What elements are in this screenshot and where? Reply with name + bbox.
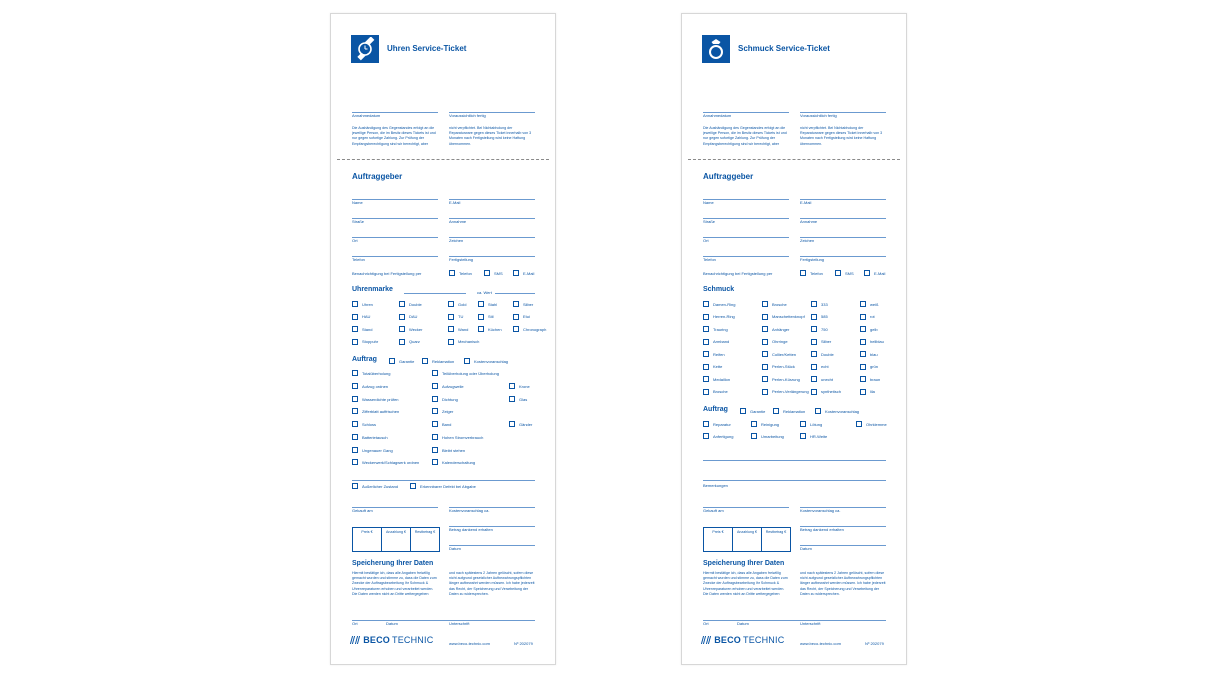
telefon-field[interactable]: Telefon <box>703 257 716 262</box>
auftrag-option-checkbox[interactable]: Zeiger <box>432 408 453 414</box>
option-checkbox[interactable]: synthetisch <box>811 389 841 395</box>
annahmedatum-label: Annahmedatum <box>352 113 381 118</box>
garantie-checkbox[interactable]: Garantie <box>389 358 414 364</box>
annahme-field[interactable]: Annahme <box>800 219 818 224</box>
option-checkbox[interactable]: Mechanisch <box>448 339 479 345</box>
ort-field[interactable]: Ort <box>703 238 709 243</box>
notify-telefon-checkbox[interactable]: Telefon <box>800 270 823 276</box>
daten-text-right: und nach spätestens 2 Jahren gelöscht, sofern diese nicht aufgrund gesetzlicher Aufbewahrungspflichten länger aufbewahrt werden müssen. Ich habe jederzeit das Recht, der Speicherung und Verarbeitung der Daten zu widersprechen. <box>800 571 886 596</box>
ticket-number: Nº 202079 <box>514 641 533 646</box>
strasse-field[interactable]: Straße <box>703 219 716 224</box>
tear-line <box>688 159 900 160</box>
anzahlung-cell[interactable]: Anzahlung € <box>733 528 762 551</box>
auftrag-option-checkbox[interactable]: Schloss <box>352 421 376 427</box>
option-checkbox[interactable]: Gold <box>448 301 466 307</box>
legal-text-right: nicht verpflichtet. Bei Nichtabholung der Reparaturware gegen dieses Ticket innerhalb von 3 Monaten nach Fertigstellung wird keine Haftung übernommen. <box>449 126 532 146</box>
auftrag-option-checkbox[interactable]: Bleibt stehen <box>432 447 465 453</box>
option-checkbox[interactable]: Brosche <box>703 389 728 395</box>
strasse-field[interactable]: Straße <box>352 219 365 224</box>
notify-email-checkbox[interactable]: E-Mail <box>513 270 534 276</box>
option-checkbox[interactable]: Reifen <box>703 351 725 357</box>
option-checkbox[interactable]: blau <box>860 351 878 357</box>
fertigstellung-field[interactable]: Fertigstellung <box>449 257 474 262</box>
option-checkbox[interactable]: Silber <box>811 339 831 345</box>
auftrag-option-checkbox[interactable]: Wasserdichte prüfen <box>352 396 399 402</box>
option-checkbox[interactable]: TU <box>448 314 463 320</box>
fertig-label: Voraussichtlich fertig <box>449 113 486 118</box>
option-checkbox[interactable]: lila <box>860 389 875 395</box>
auftrag-option-checkbox[interactable]: Zifferblatt auffrischen <box>352 408 399 414</box>
reklamation-checkbox[interactable]: Reklamation <box>773 408 805 414</box>
reklamation-checkbox[interactable]: Reklamation <box>422 358 454 364</box>
notify-email-checkbox[interactable]: E-Mail <box>864 270 885 276</box>
zeichen-field[interactable]: Zeichen <box>800 238 815 243</box>
annahmedatum-label: Annahmedatum <box>703 113 732 118</box>
option-checkbox[interactable]: Stil <box>478 314 494 320</box>
auftrag-heading: Auftrag <box>703 406 728 413</box>
ticket-title: Uhren Service-Ticket <box>387 44 467 53</box>
price-table <box>352 527 440 552</box>
telefon-field[interactable]: Telefon <box>352 257 365 262</box>
bemerkungen-label: Bemerkungen <box>703 483 728 488</box>
unterschrift-field[interactable]: Unterschrift <box>449 621 470 626</box>
option-checkbox[interactable]: braun <box>860 376 880 382</box>
unterschrift-field[interactable]: Unterschrift <box>800 621 821 626</box>
preis-cell[interactable]: Preis € <box>353 528 382 551</box>
ort-sign-field[interactable]: Ort <box>352 621 358 626</box>
option-checkbox[interactable]: Brosche <box>762 301 787 307</box>
notify-sms-checkbox[interactable]: SMS <box>484 270 503 276</box>
tear-line <box>337 159 549 160</box>
auftrag-option-checkbox[interactable]: Reparatur <box>703 421 731 427</box>
zeichen-field[interactable]: Zeichen <box>449 238 464 243</box>
kostenvoranschlag-checkbox[interactable]: Kostenvoranschlag <box>464 358 508 364</box>
option-checkbox[interactable]: Trauring <box>703 326 728 332</box>
ticket-title: Schmuck Service-Ticket <box>738 44 830 53</box>
garantie-checkbox[interactable]: Garantie <box>740 408 765 414</box>
option-checkbox[interactable]: Double <box>811 351 834 357</box>
option-checkbox[interactable]: Perlen-Kürzung <box>762 376 800 382</box>
option-checkbox[interactable]: Stoppuhr <box>352 339 378 345</box>
option-checkbox[interactable]: weiß <box>860 301 878 307</box>
datum-sign-field[interactable]: Datum <box>386 621 398 626</box>
option-checkbox[interactable]: gelb <box>860 326 878 332</box>
watch-icon <box>351 35 379 63</box>
option-checkbox[interactable]: Armband <box>703 339 729 345</box>
daten-text-right: und nach spätestens 2 Jahren gelöscht, sofern diese nicht aufgrund gesetzlicher Aufbewahrungspflichten länger aufbewahrt werden müssen. Ich habe jederzeit das Recht, der Speicherung und Verarbeitung der Daten zu widersprechen. <box>449 571 535 596</box>
name-field[interactable]: Name <box>352 200 363 205</box>
auftrag-option-checkbox[interactable]: Lötung <box>800 421 822 427</box>
option-checkbox[interactable]: 333 <box>811 301 828 307</box>
becotechnic-logo: BECO TECHNIC <box>702 635 784 645</box>
gekauft-field[interactable]: Gekauft am <box>703 508 724 513</box>
option-checkbox[interactable]: Chronograph <box>513 326 546 332</box>
daten-heading: Speicherung Ihrer Daten <box>352 560 434 567</box>
kosten-field[interactable]: Kostenvoranschlag ca. <box>800 508 841 513</box>
ort-sign-field[interactable]: Ort <box>703 621 709 626</box>
daten-text-left: Hiermit bestätige ich, dass alle Angaben freiwillig gemacht wurden und stimme zu, dass die Daten zum Zwecke der Auftragsbearbeitung Ihr Schmuck & Uhrenreparaturen erhoben und verarbeitet werden. Die Daten werden nicht an Dritte weitergegeben <box>352 571 437 596</box>
option-checkbox[interactable]: unecht <box>811 376 833 382</box>
option-checkbox[interactable]: Manschettenknopf <box>762 314 805 320</box>
gekauft-field[interactable]: Gekauft am <box>352 508 373 513</box>
legal-text-left: Die Aushändigung des Gegenstandes erfolgt an die jeweilige Person, die im Besitz dieses Tickets ist und nur gegen sofortige Zahlung. Zur Prüfung der Empfangsberechtigung sind wir berechtigt, aber <box>703 126 787 146</box>
daten-heading: Speicherung Ihrer Daten <box>703 560 785 567</box>
auftrag-option-checkbox[interactable]: Anfertigung <box>703 433 733 439</box>
option-checkbox[interactable]: echt <box>811 364 829 370</box>
option-checkbox[interactable]: Wecker <box>399 326 422 332</box>
option-checkbox[interactable]: Medaillon <box>703 376 730 382</box>
auftrag-option-checkbox[interactable]: Umarbeitung <box>751 433 784 439</box>
restbetrag-cell[interactable]: Restbetrag € <box>414 530 436 534</box>
option-checkbox[interactable]: grün <box>860 364 878 370</box>
option-checkbox[interactable]: DAU <box>399 314 417 320</box>
auftrag-heading: Auftrag <box>352 356 377 363</box>
ring-icon <box>702 35 730 63</box>
option-checkbox[interactable]: Uhren <box>352 301 373 307</box>
name-field[interactable]: Name <box>703 200 714 205</box>
wert-label: ca. Wert <box>477 290 492 295</box>
restbetrag-cell[interactable]: Restbetrag € <box>765 530 787 534</box>
option-checkbox[interactable]: Double <box>399 301 422 307</box>
legal-text-left: Die Aushändigung des Gegenstandes erfolgt an die jeweilige Person, die im Besitz dieses Tickets ist und nur gegen sofortige Zahlung. Zur Prüfung der Empfangsberechtigung sind wir berechtigt, aber <box>352 126 436 146</box>
option-checkbox[interactable]: 585 <box>811 314 828 320</box>
website-url: www.beco-technic.com <box>800 641 841 646</box>
option-checkbox[interactable]: 750 <box>811 326 828 332</box>
email-field[interactable]: E-Mail <box>449 200 461 205</box>
option-checkbox[interactable]: Perlen-Stück <box>762 364 795 370</box>
ticket-number: Nº 202079 <box>865 641 884 646</box>
option-checkbox[interactable]: Küchen <box>478 326 502 332</box>
erhalten-field[interactable]: Betrag dankend erhalten <box>449 527 493 532</box>
legal-text-right: nicht verpflichtet. Bei Nichtabholung der Reparaturware gegen dieses Ticket innerhalb von 3 Monaten nach Fertigstellung wird keine Haftung übernommen. <box>800 126 883 146</box>
option-checkbox[interactable]: Quarz <box>399 339 420 345</box>
kostenvoranschlag-checkbox[interactable]: Kostenvoranschlag <box>815 408 859 414</box>
option-checkbox[interactable]: hellblau <box>860 339 884 345</box>
datum-field[interactable]: Datum <box>800 546 812 551</box>
erhalten-field[interactable]: Betrag dankend erhalten <box>800 527 844 532</box>
option-checkbox[interactable]: Wand <box>448 326 468 332</box>
auftraggeber-heading: Auftraggeber <box>703 172 754 181</box>
benachrichtigung-label: Benachrichtigung bei Fertigstellung per <box>352 271 422 276</box>
option-checkbox[interactable]: Anhänger <box>762 326 789 332</box>
option-checkbox[interactable]: Perlen-Verlängerung <box>762 389 809 395</box>
jewelry-service-ticket <box>681 13 907 665</box>
auftrag-option-checkbox[interactable]: Ohrklemme <box>856 421 887 427</box>
auftrag-option-checkbox[interactable]: Aufzug ordnen <box>352 383 388 389</box>
watch-service-ticket <box>330 13 556 665</box>
uhrenmarke-heading: Uhrenmarke <box>352 286 393 293</box>
option-checkbox[interactable]: Stand <box>352 326 372 332</box>
fertigstellung-field[interactable]: Fertigstellung <box>800 257 825 262</box>
auftrag-option-checkbox[interactable]: Hohen Stromverbrauch <box>432 434 483 440</box>
auftrag-option-checkbox[interactable]: Krone <box>509 383 530 389</box>
email-field[interactable]: E-Mail <box>800 200 812 205</box>
defekt-checkbox[interactable]: Erkennbarer Defekt bei Abgabe <box>410 483 476 489</box>
datum-sign-field[interactable]: Datum <box>737 621 749 626</box>
option-checkbox[interactable]: Herren-Ring <box>703 314 735 320</box>
website-url: www.beco-technic.com <box>449 641 490 646</box>
auftraggeber-heading: Auftraggeber <box>352 172 403 181</box>
option-checkbox[interactable]: Ohrringe <box>762 339 788 345</box>
option-checkbox[interactable]: HAU <box>352 314 370 320</box>
zustand-checkbox[interactable]: Äußerlicher Zustand <box>352 483 398 489</box>
schmuck-heading: Schmuck <box>703 286 735 293</box>
auftrag-option-checkbox[interactable]: Aufzugwelle <box>432 383 464 389</box>
auftrag-option-checkbox[interactable]: Ungenauer Gang <box>352 447 393 453</box>
option-checkbox[interactable]: Stahl <box>478 301 497 307</box>
preis-cell[interactable]: Preis € <box>704 528 733 551</box>
option-checkbox[interactable]: Silber <box>513 301 533 307</box>
auftrag-option-checkbox[interactable]: Reinigung <box>751 421 779 427</box>
price-table <box>703 527 791 552</box>
auftrag-option-checkbox[interactable]: Gänder <box>509 421 532 427</box>
benachrichtigung-label: Benachrichtigung bei Fertigstellung per <box>703 271 773 276</box>
notify-sms-checkbox[interactable]: SMS <box>835 270 854 276</box>
auftrag-option-checkbox[interactable]: Teilüberholung oder Überholung <box>432 370 499 376</box>
option-checkbox[interactable]: rot <box>860 314 875 320</box>
fertig-label: Voraussichtlich fertig <box>800 113 837 118</box>
daten-text-left: Hiermit bestätige ich, dass alle Angaben freiwillig gemacht wurden und stimme zu, dass die Daten zum Zwecke der Auftragsbearbeitung Ihr Schmuck & Uhrenreparaturen erhoben und verarbeitet werden. Die Daten werden nicht an Dritte weitergegeben <box>703 571 788 596</box>
option-checkbox[interactable]: Kette <box>703 364 722 370</box>
kosten-field[interactable]: Kostenvoranschlag ca. <box>449 508 490 513</box>
auftrag-option-checkbox[interactable]: Glas <box>509 396 527 402</box>
auftrag-option-checkbox[interactable]: Batterietausch <box>352 434 388 440</box>
annahme-field[interactable]: Annahme <box>449 219 467 224</box>
option-checkbox[interactable]: Collier/Ketten <box>762 351 796 357</box>
auftrag-option-checkbox[interactable]: HR-Weite <box>800 433 827 439</box>
auftrag-option-checkbox[interactable]: Weckerwerk/Schlagwerk ordnen <box>352 459 419 465</box>
ort-field[interactable]: Ort <box>352 238 358 243</box>
option-checkbox[interactable]: Damen-Ring <box>703 301 735 307</box>
auftrag-option-checkbox[interactable]: Band <box>432 421 451 427</box>
notify-telefon-checkbox[interactable]: Telefon <box>449 270 472 276</box>
auftrag-option-checkbox[interactable]: Dichtung <box>432 396 458 402</box>
option-checkbox[interactable]: Etui <box>513 314 530 320</box>
datum-field[interactable]: Datum <box>449 546 461 551</box>
auftrag-option-checkbox[interactable]: Kalenderschaltung <box>432 459 475 465</box>
anzahlung-cell[interactable]: Anzahlung € <box>382 528 411 551</box>
becotechnic-logo: BECO TECHNIC <box>351 635 433 645</box>
auftrag-option-checkbox[interactable]: Totalüberholung <box>352 370 390 376</box>
